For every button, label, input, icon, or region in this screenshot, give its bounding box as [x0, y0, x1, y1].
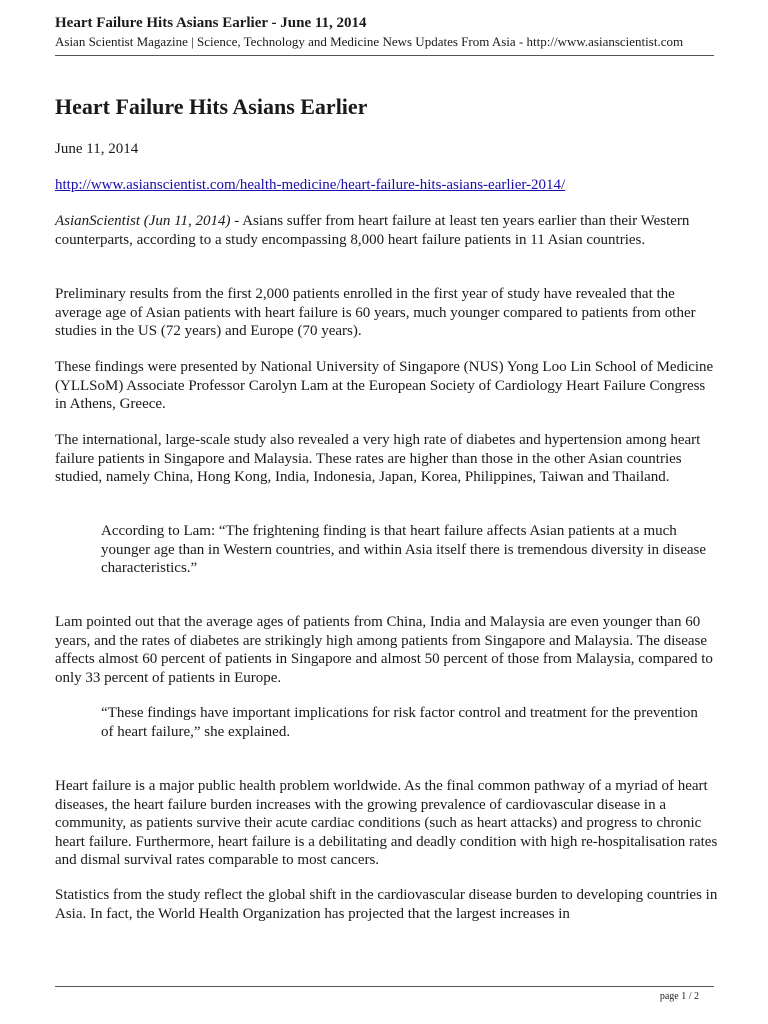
lead-source: AsianScientist (Jun 11, 2014): [55, 213, 231, 229]
header-subtitle: Asian Scientist Magazine | Science, Technology and Medicine News Updates From Asia - http://www.asianscientist.com: [55, 34, 684, 49]
header-divider: [55, 55, 714, 56]
header-title: Heart Failure Hits Asians Earlier - June 11, 2014: [55, 15, 367, 31]
page-number: page 1 / 2: [659, 991, 699, 1002]
paragraph-5: Lam pointed out that the average ages of patients from China, India and Malaysia are even younger than 60 years, and the rates of diabetes are strikingly high among patients from Singapore and Malaysia. The disease affects almost 60 percent of patients in Singapore and almost 50 percent of those from Malaysia, compared to only 33 percent of patients in Europe.: [55, 614, 713, 686]
paragraph-2: Preliminary results from the first 2,000 patients enrolled in the first year of study have revealed that the average age of Asian patients with heart failure is 60 years, much younger compared to patients from other studies in the US (72 years) and Europe (70 years).: [55, 286, 696, 340]
lead-paragraph: [55, 212, 720, 249]
paragraph-3: These findings were presented by National University of Singapore (NUS) Yong Loo Lin School of Medicine (YLLSoM) Associate Professor Carolyn Lam at the European Society of Cardiology Heart Failure Congress in Athens, Greece.: [55, 359, 714, 413]
article-url-link[interactable]: http://www.asianscientist.com/health-medicine/heart-failure-hits-asians-earlier-2014/: [55, 177, 566, 193]
paragraph-4: The international, large-scale study also revealed a very high rate of diabetes and hypertension among heart failure patients in Singapore and Malaysia. These rates are higher than those in the other Asian countries studied, namely China, Hong Kong, India, Indonesia, Japan, Korea, Philippines, Taiwan and Thailand.: [55, 432, 701, 486]
article-date: June 11, 2014: [55, 141, 139, 157]
blockquote-1: According to Lam: “The frightening finding is that heart failure affects Asian patients at a much younger age than in Western countries, and within Asia itself there is tremendous diversity in disease characteristics.”: [101, 523, 707, 577]
blockquote-2: “These findings have important implications for risk factor control and treatment for the prevention of heart failure,” she explained.: [101, 705, 698, 740]
lead-text: - Asians suffer from heart failure at least ten years earlier than their Western counterparts, according to a study encompassing 8,000 heart failure patients in 11 Asian countries.: [55, 213, 690, 248]
footer-divider: [55, 986, 714, 987]
article-title: Heart Failure Hits Asians Earlier: [55, 94, 368, 119]
article-url-line: [55, 176, 720, 195]
paragraph-7: Statistics from the study reflect the global shift in the cardiovascular disease burden to developing countries in Asia. In fact, the World Health Organization has projected that the largest increases in: [55, 887, 718, 922]
paragraph-6: Heart failure is a major public health problem worldwide. As the final common pathway of a myriad of heart diseases, the heart failure burden increases with the growing prevalence of cardiovascular disease in a community, as patients survive their acute cardiac conditions (such as heart attacks) and progress to chronic heart failure. Furthermore, heart failure is a debilitating and deadly condition with high re-hospitalisation rates and dismal survival rates comparable to most cancers.: [55, 778, 718, 869]
